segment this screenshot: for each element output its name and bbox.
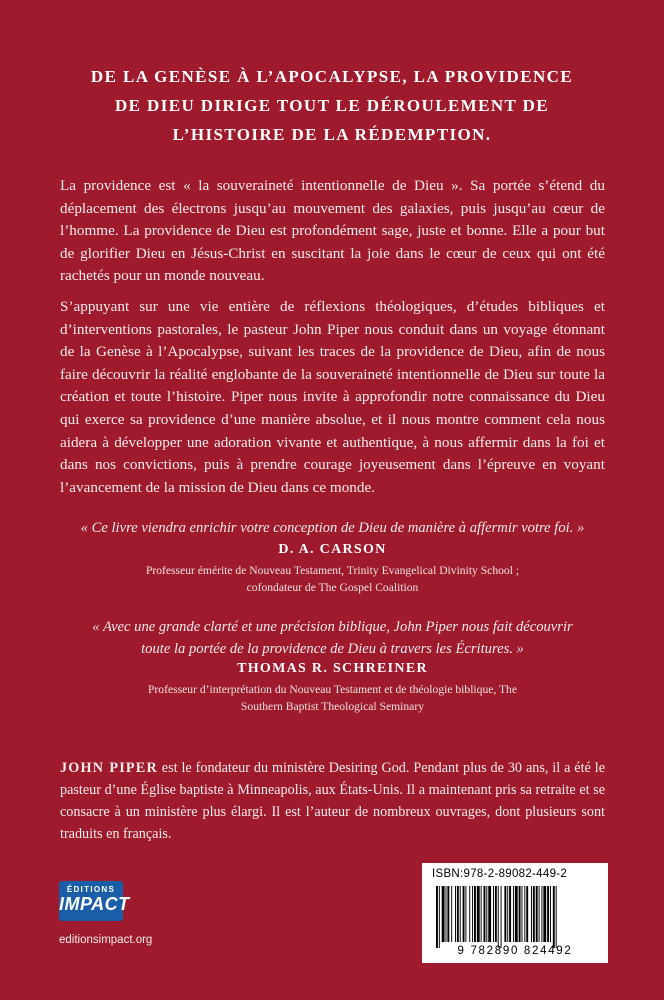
barcode-bar [550,886,551,942]
author-bio [60,757,605,845]
isbn-label: ISBN:978-2-89082-449-2 [432,868,568,880]
barcode-bar [501,886,502,948]
publisher-website: editionsimpact.org [59,934,153,946]
affiliation-line: Southern Baptist Theological Seminary [240,699,424,713]
description-paragraph: S’appuyant sur une vie entière de réflexions théologiques, d’études bibliques et d’interventions pastorales, le pasteur John Piper nous conduit dans un voyage étonnant de la Genèse à l’Apocalypse, suivant les traces de la providence de Dieu, afin de nous faire découvrir la réalité englobante de la souveraineté intentionnelle de Dieu sur toute la création et toute l’histoire. Piper nous invite à approfondir notre connaissance du Dieu qui exerce sa providence d’une manière absolue, et il nous montre comment cela nous aidera à développer une adoration vivante et authentique, à nous affermir dans la foi et dans nos convictions, puis à prendre courage joyeusement dans l’épreuve en voyant l’avancement de la mission de Dieu dans ce monde. [60,298,605,496]
barcode-bar [504,886,506,942]
barcode-bar [436,886,438,948]
quote-line: « Avec une grande clarté et une précision biblique, John Piper nous fait découvrir [92,619,573,635]
barcode-bar [522,886,523,942]
barcode-bar [484,886,486,942]
barcode-bar [543,886,546,942]
barcode-bar [488,886,491,942]
publisher-logo-bottom: IMPACT [59,894,130,914]
endorsement-quote [60,616,605,660]
barcode-bar [524,886,525,942]
author-bio-text: est le fondateur du ministère Desiring God. Pendant plus de 30 ans, il a été le pasteur d’une Église baptiste à Minneapolis, aux États-Unis. Il a maintenant pris sa retraite et se consacre à un ministère plus élargi. Il est l’auteur de nombreux ouvrages, dont plusieurs sont traduits en français. [60,760,605,842]
barcode-bar [531,886,532,942]
barcode-bar [455,886,456,942]
barcode-bar [460,886,461,942]
barcode-panel [422,863,608,963]
barcode-bar [465,886,466,942]
publisher-logo-top: ÉDITIONS [66,885,116,894]
endorsement-author: D. A. CARSON [278,542,387,557]
barcode-bar [533,886,535,942]
endorsement-affiliation [110,563,555,596]
barcode-bar [556,886,557,948]
author-name: JOHN PIPER [60,760,158,776]
barcode-bar [446,886,447,942]
barcode-bar [447,886,449,942]
barcode-bar [553,886,555,948]
barcode-bar [457,886,459,942]
barcode-bar [463,886,465,942]
barcode-bar [547,886,549,942]
affiliation-line: Professeur émérite de Nouveau Testament, Trinity Evangelical Divinity School ; [145,564,520,577]
barcode-digits: 9 782890 824492 [457,945,573,957]
barcode-bar [509,886,511,942]
publisher-logo [59,881,130,921]
barcode-bar [498,886,499,948]
barcode-bar [469,886,470,942]
endorsement-quote: « Ce livre viendra enrichir votre conception de Dieu de manière à affermir votre foi. » [80,520,585,536]
affiliation-line: cofondateur de The Gospel Coalition [246,580,419,594]
barcode-bar [439,886,440,948]
barcode-bar [472,886,473,942]
barcode-bar [519,886,521,942]
barcode-bar [539,886,540,942]
barcode-bar [451,886,452,942]
headline-line: DE LA GENÈSE À L’APOCALYPSE, LA PROVIDENCE [90,67,574,86]
endorsement-affiliation [110,682,555,715]
barcode-bar [536,886,538,942]
endorsement-author: THOMAS R. SCHREINER [237,661,428,676]
barcode-bar [481,886,482,942]
barcode-bar [513,886,514,942]
headline-line: L’HISTOIRE DE LA RÉDEMPTION. [172,125,492,144]
barcode-bar [477,886,480,942]
barcode-bar [515,886,518,942]
barcode-bar [486,886,487,942]
barcode-bar [541,886,542,942]
barcode-bar [493,886,494,942]
barcode-icon [436,886,602,948]
barcode-bar [442,886,445,942]
summary-paragraph: La providence est « la souveraineté intentionnelle de Dieu ». Sa portée s’étend du déplacement des électrons jusqu’au mouvement des galaxies, puis jusqu’au cœur de l’homme. La providence de Dieu est profondément sage, juste et bonne. Elle a pour but de glorifier Dieu en Jésus-Christ en suscitant la joie dans le cœur de ceux qui ont été rachetés pour un monde nouveau. [60,177,605,285]
quote-line: toute la portée de la providence de Dieu à travers les Écritures. » [141,641,524,657]
headline-line: DE DIEU DIRIGE TOUT LE DÉROULEMENT DE [114,96,550,115]
affiliation-line: Professeur d’interprétation du Nouveau Testament et de théologie biblique, The [147,683,517,696]
headline [60,62,604,149]
barcode-bar [526,886,528,942]
barcode-bar [474,886,476,942]
barcode-bar [495,886,497,942]
barcode-bar [507,886,508,942]
